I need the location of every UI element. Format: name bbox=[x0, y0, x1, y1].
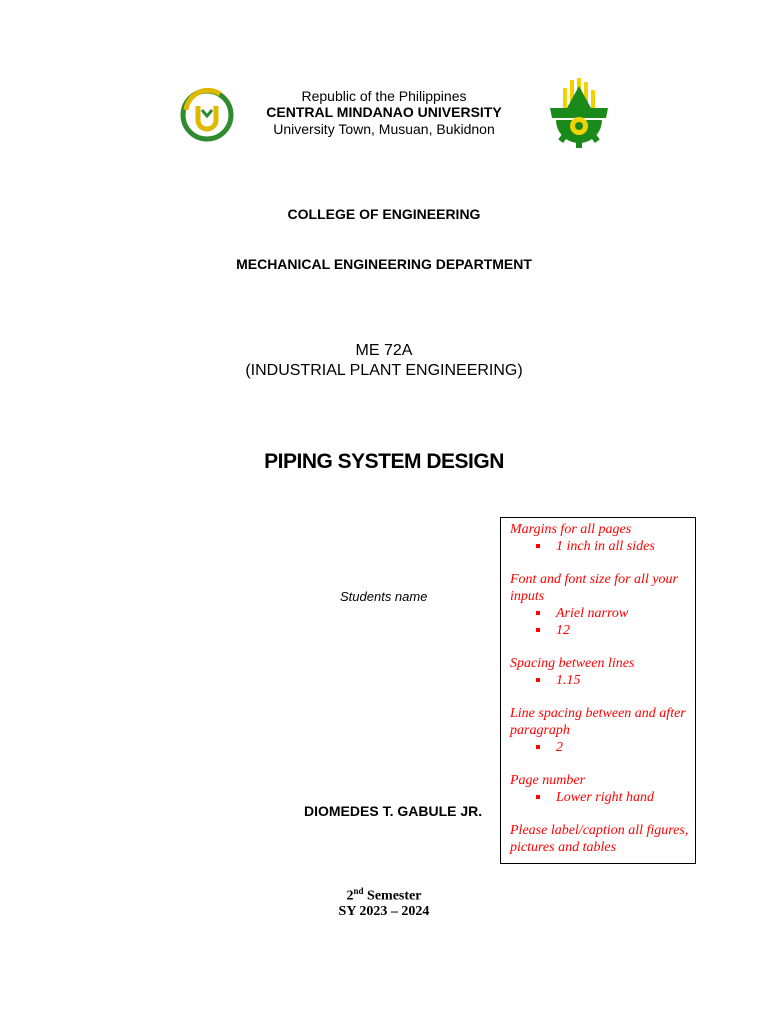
formatting-notes-box bbox=[500, 517, 696, 864]
college-name: COLLEGE OF ENGINEERING bbox=[287, 206, 481, 222]
note-font-heading: Font and font size for all your inputs bbox=[510, 572, 678, 604]
note-page-list bbox=[510, 789, 689, 806]
semester-word: Semester bbox=[363, 888, 422, 904]
page-title: PIPING SYSTEM DESIGN bbox=[264, 450, 504, 473]
note-margins-item: 1 inch in all sides bbox=[536, 538, 689, 555]
semester-suffix: nd bbox=[353, 886, 364, 896]
students-name-label: Students name bbox=[340, 589, 428, 604]
note-spacing-heading: Spacing between lines bbox=[510, 656, 635, 671]
note-paragraph-heading: Line spacing between and after paragraph bbox=[510, 706, 686, 738]
republic-line: Republic of the Philippines bbox=[301, 88, 467, 104]
course-name: (INDUSTRIAL PLANT ENGINEERING) bbox=[245, 362, 523, 379]
school-year: SY 2023 – 2024 bbox=[338, 904, 430, 919]
note-font-item: Ariel narrow bbox=[536, 605, 689, 622]
note-font-list bbox=[510, 605, 689, 639]
note-margins-heading: Margins for all pages bbox=[510, 522, 632, 537]
note-spacing-item: 1.15 bbox=[536, 672, 689, 689]
note-page-heading: Page number bbox=[510, 773, 586, 788]
author-name: DIOMEDES T. GABULE JR. bbox=[304, 803, 483, 819]
note-spacing-list bbox=[510, 672, 689, 689]
note-paragraph-list bbox=[510, 739, 689, 756]
note-page-item: Lower right hand bbox=[536, 789, 689, 806]
note-font-size-item: 12 bbox=[536, 622, 689, 639]
semester-line bbox=[0, 886, 768, 905]
university-address: University Town, Musuan, Bukidnon bbox=[273, 121, 495, 137]
note-paragraph-item: 2 bbox=[536, 739, 689, 756]
course-code: ME 72A bbox=[355, 342, 413, 359]
department-name: MECHANICAL ENGINEERING DEPARTMENT bbox=[236, 256, 532, 272]
note-margins-list bbox=[510, 538, 689, 555]
note-caption: Please label/caption all figures, pictures and tables bbox=[510, 823, 689, 855]
university-name: CENTRAL MINDANAO UNIVERSITY bbox=[266, 104, 502, 120]
semester-number: 2 bbox=[346, 888, 354, 904]
